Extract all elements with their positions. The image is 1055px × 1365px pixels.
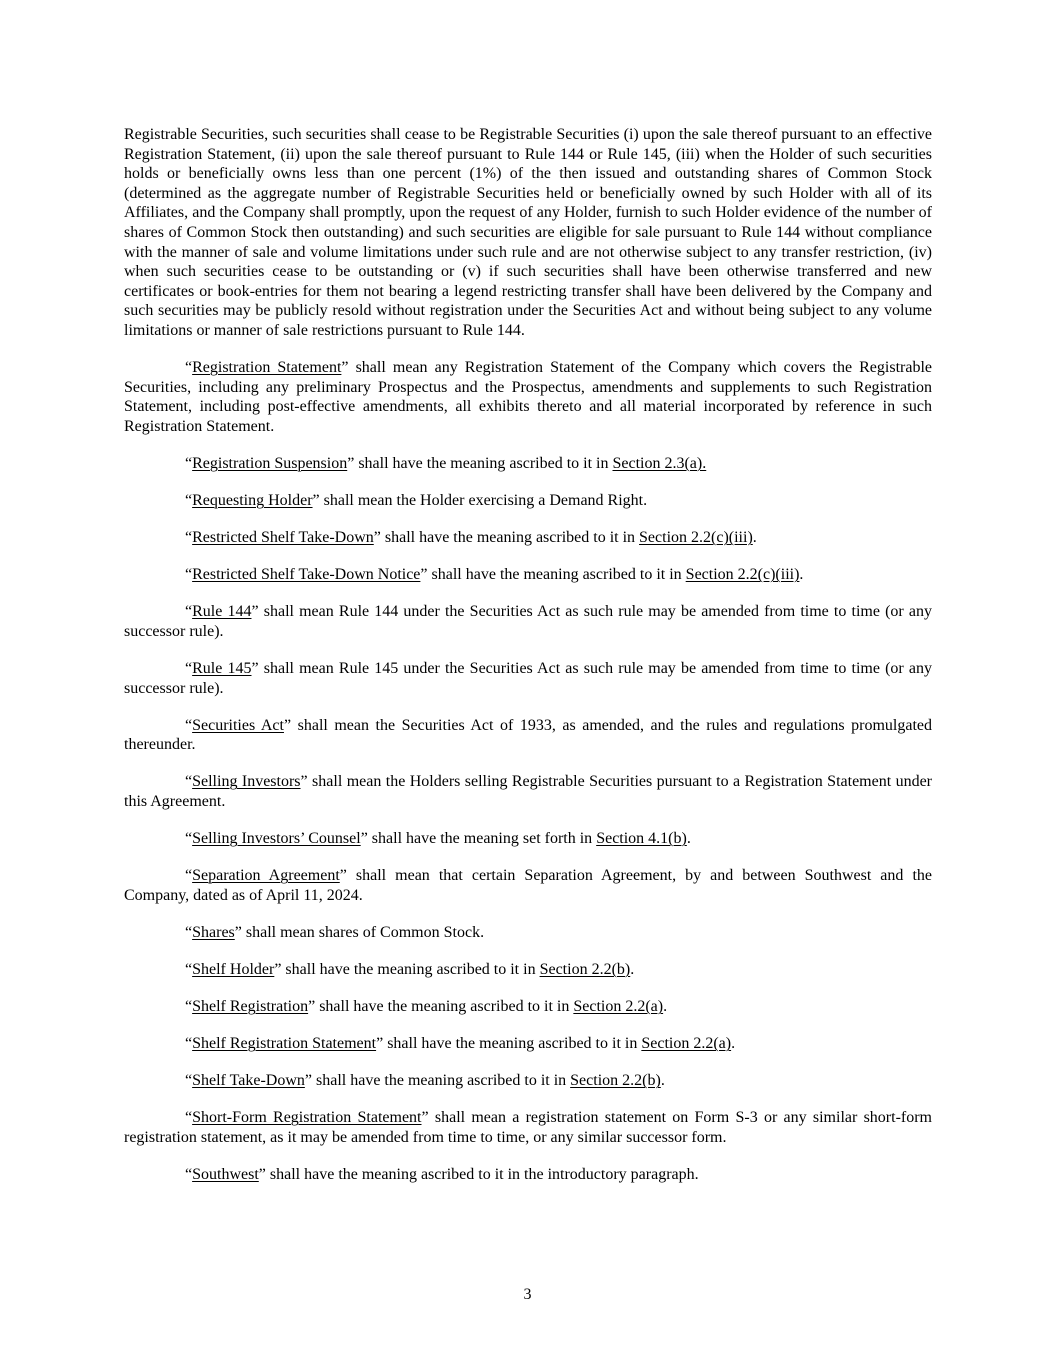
- definition-paragraph: [124, 491, 932, 511]
- definition-text: shall mean Rule 144 under the Securities Act as such rule may be amended from time to time (or any successor rule).: [124, 603, 933, 640]
- section-reference: Section 2.2(b): [539, 960, 631, 978]
- defined-term: Selling Investors: [192, 773, 301, 791]
- close-quote: ”: [308, 998, 316, 1015]
- definition-text: shall have the meaning ascribed to it in: [380, 529, 640, 547]
- definition-text: shall have the meaning set forth in: [367, 830, 597, 848]
- definition-text: shall mean the Securities Act of 1933, as amended, and the rules and regulations promulgated thereunder.: [124, 716, 933, 754]
- definition-paragraph: [124, 772, 932, 811]
- open-quote: “: [185, 492, 193, 509]
- close-quote: ”: [274, 960, 282, 978]
- definition-text: shall have the meaning ascribed to it in: [383, 1035, 642, 1053]
- defined-term: Southwest: [192, 1165, 259, 1183]
- close-quote: ”: [376, 1035, 384, 1053]
- definition-text: shall mean the Holders selling Registrable Securities pursuant to a Registration Statement under this Agreement.: [124, 773, 933, 810]
- definition-paragraph: [124, 602, 932, 641]
- open-quote: “: [185, 529, 193, 547]
- defined-term: Shares: [192, 923, 235, 941]
- definition-text: shall mean a registration statement on Form S-3 or any similar short-form registration statement, as it may be amended from time to time, or any similar successor form.: [124, 1109, 933, 1146]
- close-quote: ”: [258, 1165, 266, 1183]
- definition-paragraph: [124, 358, 932, 436]
- defined-term: Shelf Take-Down: [192, 1072, 305, 1090]
- defined-term: Rule 144: [192, 603, 252, 621]
- definition-tail: .: [799, 566, 804, 584]
- definition-paragraph: [124, 1071, 932, 1091]
- document-body: [124, 125, 932, 1202]
- section-reference: Section 2.2(a): [641, 1035, 732, 1053]
- definition-tail: .: [660, 1072, 665, 1090]
- definition-paragraph: [124, 960, 932, 980]
- open-quote: “: [185, 359, 193, 377]
- close-quote: ”: [421, 1109, 429, 1127]
- defined-term: Rule 145: [192, 659, 252, 677]
- close-quote: ”: [304, 1072, 312, 1090]
- definition-text: shall have the meaning ascribed to it in the introductory paragraph.: [265, 1165, 699, 1183]
- close-quote: ”: [283, 716, 292, 734]
- open-quote: “: [185, 1165, 193, 1183]
- close-quote: ”: [347, 454, 355, 472]
- definitions-list: [124, 358, 932, 1185]
- open-quote: “: [185, 1035, 193, 1053]
- defined-term: Separation Agreement: [192, 867, 340, 885]
- section-reference: Section 2.2(a): [573, 998, 664, 1015]
- open-quote: “: [185, 867, 193, 885]
- definition-text: shall mean that certain Separation Agreement, by and between Southwest and the Company, dated as of April 11, 2024.: [124, 867, 932, 904]
- section-reference: Section 2.2(c)(iii): [639, 529, 753, 547]
- definition-paragraph: [124, 1165, 932, 1185]
- open-quote: “: [185, 603, 193, 621]
- definition-tail: .: [630, 960, 635, 978]
- definition-text: shall have the meaning ascribed to it in: [281, 960, 540, 978]
- close-quote: ”: [251, 659, 259, 677]
- open-quote: “: [185, 1109, 193, 1127]
- definition-tail: .: [752, 529, 757, 547]
- open-quote: “: [185, 1072, 193, 1090]
- close-quote: ”: [339, 867, 347, 885]
- close-quote: ”: [312, 492, 320, 509]
- definition-paragraph: [124, 454, 932, 474]
- definition-text: shall mean Rule 145 under the Securities Act as such rule may be amended from time to time (or any successor rule).: [124, 659, 933, 697]
- defined-term: Shelf Registration: [192, 998, 309, 1015]
- section-reference: Section 2.2(c)(iii): [685, 566, 800, 584]
- definition-text: shall mean shares of Common Stock.: [241, 923, 485, 941]
- open-quote: “: [185, 454, 193, 472]
- open-quote: “: [185, 773, 193, 791]
- open-quote: “: [185, 566, 193, 584]
- defined-term: Selling Investors’ Counsel: [192, 830, 361, 848]
- definition-paragraph: [124, 997, 932, 1017]
- definition-paragraph: [124, 866, 932, 905]
- definition-text: shall have the meaning ascribed to it in: [315, 998, 574, 1015]
- definition-text: shall have the meaning ascribed to it in: [427, 566, 686, 584]
- open-quote: “: [185, 830, 193, 848]
- defined-term: Requesting Holder: [192, 492, 313, 509]
- close-quote: ”: [360, 830, 368, 848]
- section-reference: Section 2.2(b): [570, 1072, 661, 1090]
- definition-paragraph: [124, 1034, 932, 1054]
- close-quote: ”: [420, 566, 428, 584]
- page-number: 3: [523, 1286, 532, 1303]
- close-quote: ”: [251, 603, 259, 621]
- section-reference: Section 4.1(b): [596, 830, 687, 848]
- definition-paragraph: [124, 716, 932, 755]
- defined-term: Shelf Holder: [192, 960, 275, 978]
- open-quote: “: [185, 923, 193, 941]
- definition-paragraph: [124, 528, 932, 548]
- definition-tail: .: [686, 830, 691, 848]
- definition-paragraph: [124, 829, 932, 849]
- section-reference: Section 2.3(a).: [612, 454, 707, 472]
- open-quote: “: [185, 659, 193, 677]
- definition-text: shall mean the Holder exercising a Demand Right.: [319, 492, 648, 509]
- definition-tail: .: [663, 998, 668, 1015]
- close-quote: ”: [234, 923, 242, 941]
- defined-term: Registration Statement: [192, 359, 342, 377]
- close-quote: ”: [373, 529, 381, 547]
- definition-text: shall have the meaning ascribed to it in: [312, 1072, 571, 1090]
- definition-paragraph: [124, 923, 932, 943]
- definition-text: shall mean any Registration Statement of the Company which covers the Registrable Securities, including any preliminary Prospectus and the Prospectus, amendments and supplements to such Registration Statement, including post-effective amendments, all exhibits thereto and all material incorporated by reference in such Registration Statement.: [124, 359, 932, 435]
- open-quote: “: [185, 716, 193, 734]
- continuation-paragraph: Registrable Securities, such securities shall cease to be Registrable Securities (i) upon the sale thereof pursuant to an effective Registration Statement, (ii) upon the sale thereof pursuant to Rule 144 or Rule 145, (iii) when the Holder of such securities holds or beneficially owns less than one percent (1%) of the then issued and outstanding shares of Common Stock (determined as the aggregate number of Registrable Securities held or beneficially owned by such Holder with all of its Affiliates, and the Company shall promptly, upon the request of any Holder, furnish to such Holder evidence of the number of shares of Common Stock then outstanding) and such securities are eligible for sale pursuant to Rule 144 without compliance with the manner of sale and volume limitations under such rule and are not otherwise subject to any transfer restriction, (iv) when such securities cease to be outstanding or (v) if such securities shall have been otherwise transferred and new certificates or book-entries for them not bearing a legend restricting transfer shall have been delivered by the Company and such securities may be publicly resold without registration under the Securities Act and without being subject to any volume limitations or manner of sale restrictions pursuant to Rule 144.: [124, 126, 932, 339]
- defined-term: Registration Suspension: [192, 454, 348, 472]
- defined-term: Shelf Registration Statement: [192, 1035, 377, 1053]
- definition-paragraph: [124, 1108, 932, 1147]
- definition-paragraph: [124, 659, 932, 698]
- defined-term: Restricted Shelf Take-Down Notice: [192, 566, 421, 584]
- definition-tail: .: [731, 1035, 736, 1053]
- close-quote: ”: [341, 359, 349, 377]
- defined-term: Securities Act: [192, 716, 284, 734]
- close-quote: ”: [300, 773, 308, 791]
- defined-term: Restricted Shelf Take-Down: [192, 529, 374, 547]
- defined-term: Short-Form Registration Statement: [192, 1109, 422, 1127]
- definition-paragraph: [124, 565, 932, 585]
- definition-text: shall have the meaning ascribed to it in: [354, 454, 613, 472]
- open-quote: “: [185, 960, 193, 978]
- open-quote: “: [185, 998, 193, 1015]
